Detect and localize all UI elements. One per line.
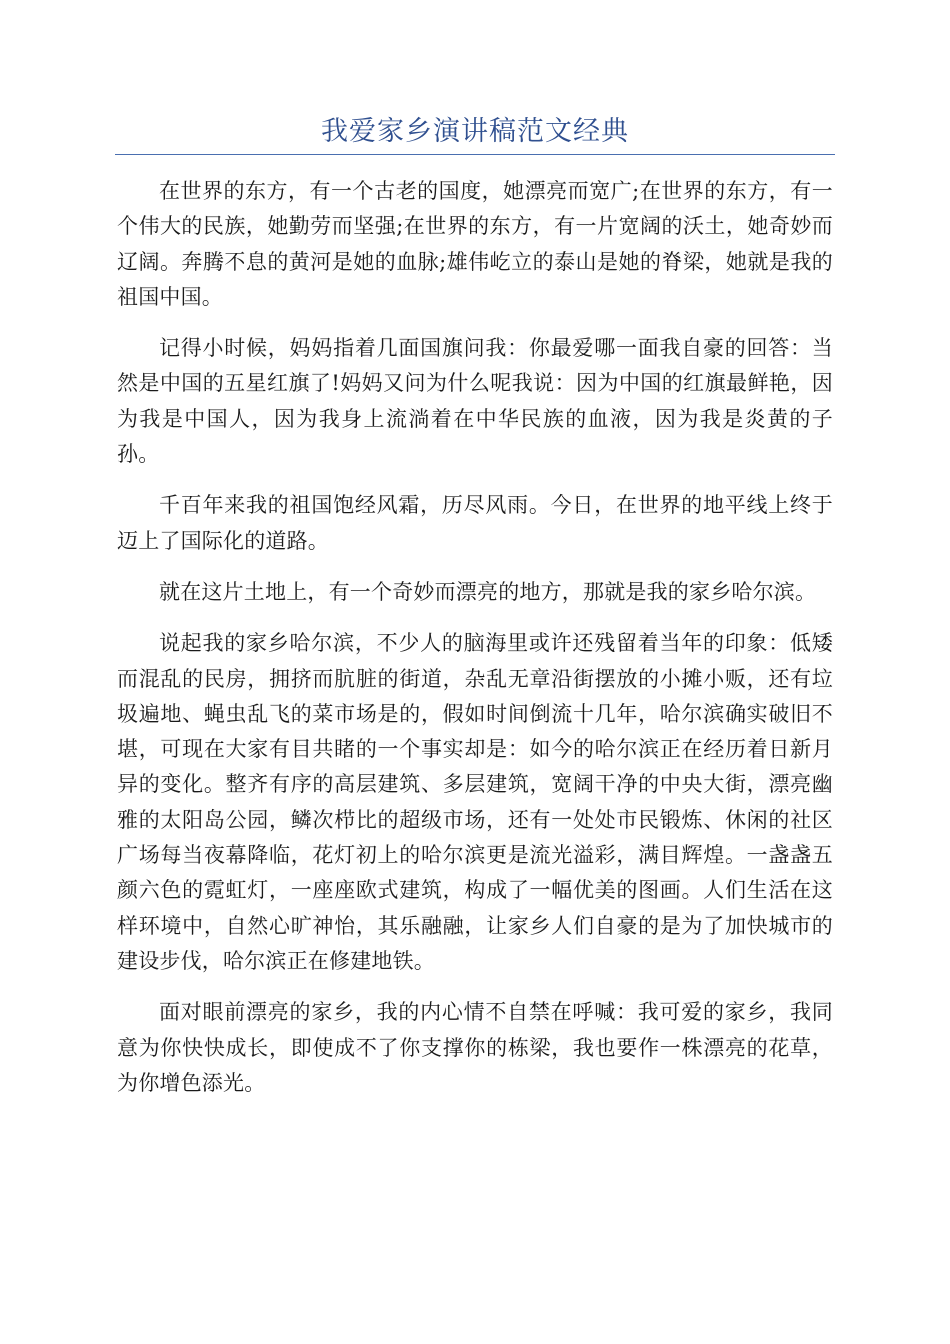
paragraph-3: 千百年来我的祖国饱经风霜，历尽风雨。今日，在世界的地平线上终于迈上了国际化的道路。 bbox=[117, 493, 833, 553]
document-body bbox=[117, 174, 833, 1117]
paragraph-2: 记得小时候，妈妈指着几面国旗问我：你最爱哪一面我自豪的回答：当然是中国的五星红旗了!妈妈又问为什么呢我说：因为中国的红旗最鲜艳，因为我是中国人，因为我身上流淌着在中华民族的血液，因为我是炎黄的子孙。 bbox=[117, 336, 833, 467]
document-title: 我爱家乡演讲稿范文经典 bbox=[321, 116, 629, 147]
paragraph-4: 就在这片土地上，有一个奇妙而漂亮的地方，那就是我的家乡哈尔滨。 bbox=[159, 579, 817, 604]
paragraph-5: 说起我的家乡哈尔滨，不少人的脑海里或许还残留着当年的印象：低矮而混乱的民房，拥挤而肮脏的街道，杂乱无章沿街摆放的小摊小贩，还有垃圾遍地、蝇虫乱飞的菜市场是的，假如时间倒流十几年，哈尔滨确实破旧不堪，可现在大家有目共睹的一个事实却是：如今的哈尔滨正在经历着日新月异的变化。整齐有序的高层建筑、多层建筑，宽阔干净的中央大街，漂亮幽雅的太阳岛公园，鳞次栉比的超级市场，还有一处处市民锻炼、休闲的社区广场每当夜幕降临，花灯初上的哈尔滨更是流光溢彩，满目辉煌。一盏盏五颜六色的霓虹灯，一座座欧式建筑，构成了一幅优美的图画。人们生活在这样环境中，自然心旷神怡，其乐融融，让家乡人们自豪的是为了加快城市的建设步伐，哈尔滨正在修建地铁。 bbox=[117, 631, 833, 973]
paragraph-6: 面对眼前漂亮的家乡，我的内心情不自禁在呼喊：我可爱的家乡，我同意为你快快成长，即使成不了你支撑你的栋梁，我也要作一株漂亮的花草，为你增色添光。 bbox=[117, 1000, 833, 1095]
paragraph-1: 在世界的东方，有一个古老的国度，她漂亮而宽广;在世界的东方，有一个伟大的民族，她勤劳而坚强;在世界的东方，有一片宽阔的沃土，她奇妙而辽阔。奔腾不息的黄河是她的血脉;雄伟屹立的泰山是她的脊梁，她就是我的祖国中国。 bbox=[117, 179, 833, 309]
title-underline bbox=[115, 154, 835, 155]
